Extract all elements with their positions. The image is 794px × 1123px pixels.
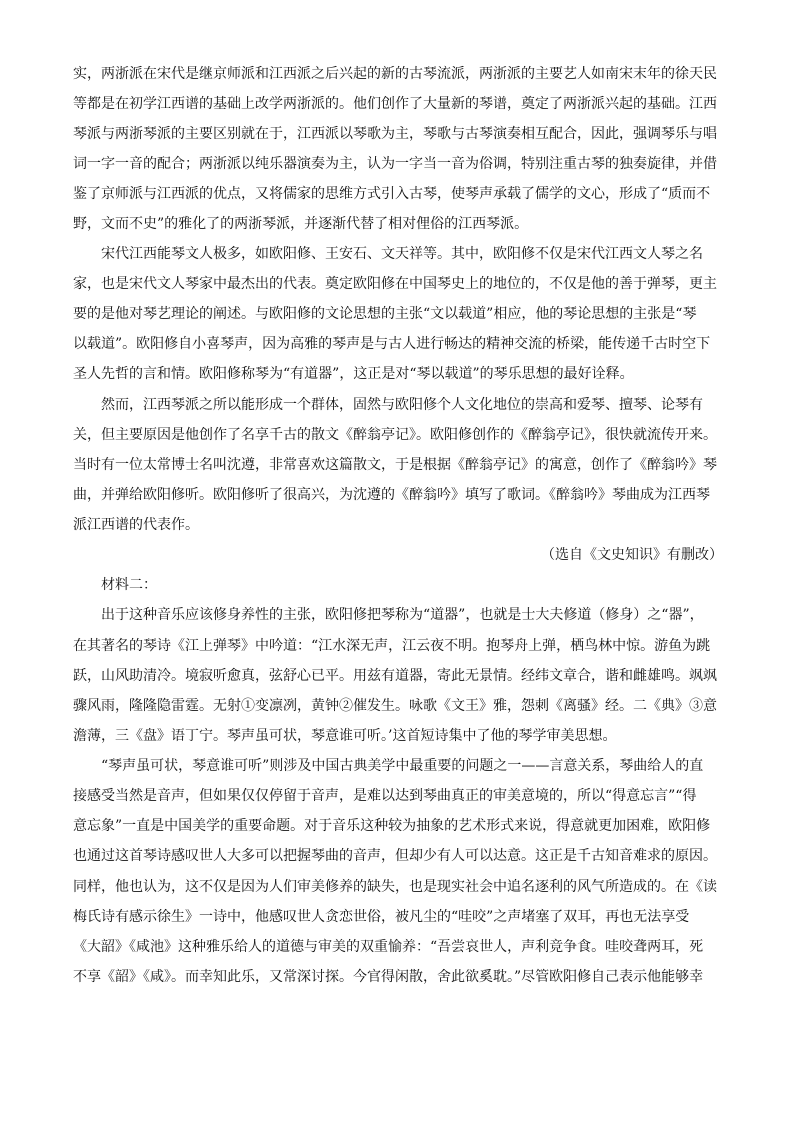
text-line: 圣人先哲的言和情。欧阳修称琴为“有道器”，这正是对“琴以载道”的琴乐思想的最好诠释。 xyxy=(73,366,634,382)
section-heading: 材料二： xyxy=(101,577,157,593)
text-line: 词一字一音的配合；两浙派以纯乐器演奏为主，认为一字当一音为俗调，特别注重古琴的独奏旋律，并借 xyxy=(73,156,717,172)
text-line: 派江西谱的代表作。 xyxy=(73,517,199,533)
text-line: 曲，并弹给欧阳修听。欧阳修听了很高兴，为沈遵的《醉翁吟》填写了歌词。《醉翁吟》琴曲成为江西琴 xyxy=(73,487,710,503)
text-line: 家，也是宋代文人琴家中最杰出的代表。奠定欧阳修在中国琴史上的地位的，不仅是他的善于弹琴，更主 xyxy=(73,276,717,292)
text-line: 同样，他也认为，这不仅是因为人们审美修养的缺失，也是现实社会中追名逐利的风气所造成的。在《读 xyxy=(73,879,717,895)
source-citation: （选自《文史知识》有删改） xyxy=(541,547,723,563)
text-line: 琴派与两浙琴派的主要区别就在于，江西派以琴歌为主，琴歌与古琴演奏相互配合，因此，强调琴乐与唱 xyxy=(73,126,717,142)
text-line: 意忘象”一直是中国美学的重要命题。对于音乐这种较为抽象的艺术形式来说，得意就更加困难，欧阳修 xyxy=(73,818,711,834)
text-line: 在其著名的琴诗《江上弹琴》中吟道：“江水深无声，江云夜不明。抱琴舟上弹，栖鸟林中惊。游鱼为跳 xyxy=(73,638,711,654)
text-line: 以载道”。欧阳修自小喜琴声，因为高雅的琴声是与古人进行畅达的精神交流的桥梁，能传递千古时空下 xyxy=(73,336,711,352)
text-line: 等都是在初学江西谱的基础上改学两浙派的。他们创作了大量新的琴谱，奠定了两浙派兴起的基础。江西 xyxy=(73,96,717,112)
text-line: 澹薄，三《盘》语丁宁。琴声虽可状，琴意谁可听。’这首短诗集中了他的琴学审美思想。 xyxy=(73,728,617,744)
text-line: 当时有一位太常博士名叫沈遵，非常喜欢这篇散文，于是根据《醉翁亭记》的寓意，创作了《醉翁吟》琴 xyxy=(73,457,717,473)
text-line: 要的是他对琴艺理论的阐述。与欧阳修的文论思想的主张“文以载道”相应，他的琴论思想的主张是“琴 xyxy=(73,306,697,322)
text-line: 宋代江西能琴文人极多，如欧阳修、王安石、文天祥等。其中，欧阳修不仅是宋代江西文人琴之名 xyxy=(101,246,703,262)
text-line: 出于这种音乐应该修身养性的主张，欧阳修把琴称为“道器”，也就是士大夫修道（修身）之“器”， xyxy=(101,607,704,623)
text-line: 关，但主要原因是他创作了名享千古的散文《醉翁亭记》。欧阳修创作的《醉翁亭记》，很快就流传开来。 xyxy=(73,427,717,443)
text-line: 鉴了京师派与江西派的优点，又将儒家的思维方式引入古琴，使琴声承载了儒学的文心，形成了“质而不 xyxy=(73,186,711,202)
text-line: 骤风雨，隆隆隐雷霆。无射①变凛冽，黄钟②催发生。咏歌《文王》雅，怨刺《离骚》经。二《典》③意 xyxy=(73,698,717,714)
text-line: 然而，江西琴派之所以能形成一个群体，固然与欧阳修个人文化地位的崇高和爱琴、擅琴、论琴有 xyxy=(101,397,703,413)
text-line: 也通过这首琴诗感叹世人大多可以把握琴曲的音声，但却少有人可以达意。这正是千古知音难求的原因。 xyxy=(73,848,717,864)
text-line: 《大韶》《咸池》这种雅乐给人的道德与审美的双重愉养：“吾尝哀世人，声利竞争食。哇咬聋两耳，死 xyxy=(73,939,704,955)
text-line: 跃，山风助清冷。境寂听愈真，弦舒心已平。用兹有道器，寄此无景情。经纬文章合，谐和雌雄鸣。飒飒 xyxy=(73,668,717,684)
text-line: 野，文而不史”的雅化了的两浙琴派，并逐渐代替了相对俚俗的江西琴派。 xyxy=(73,216,529,232)
text-line: 实，两浙派在宋代是继京师派和江西派之后兴起的新的古琴流派，两浙派的主要艺人如南宋末年的徐天民 xyxy=(73,66,717,82)
text-line: 接感受当然是音声，但如果仅仅停留于音声，是难以达到琴曲真正的审美意境的，所以“得意忘言”“得 xyxy=(73,788,697,804)
text-line: 梅氏诗有感示徐生》一诗中，他感叹世人贪恋世俗，被凡尘的“哇咬”之声堵塞了双耳，再也无法享受 xyxy=(73,909,690,925)
text-line: “琴声虽可状，琴意谁可听”则涉及中国古典美学中最重要的问题之一——言意关系，琴曲给人的直 xyxy=(101,758,704,774)
text-line: 不享《韶》《咸》。而幸知此乐，又常深讨探。今官得闲散，舍此欲奚耽。”尽管欧阳修自己表示他能够幸 xyxy=(73,969,704,985)
